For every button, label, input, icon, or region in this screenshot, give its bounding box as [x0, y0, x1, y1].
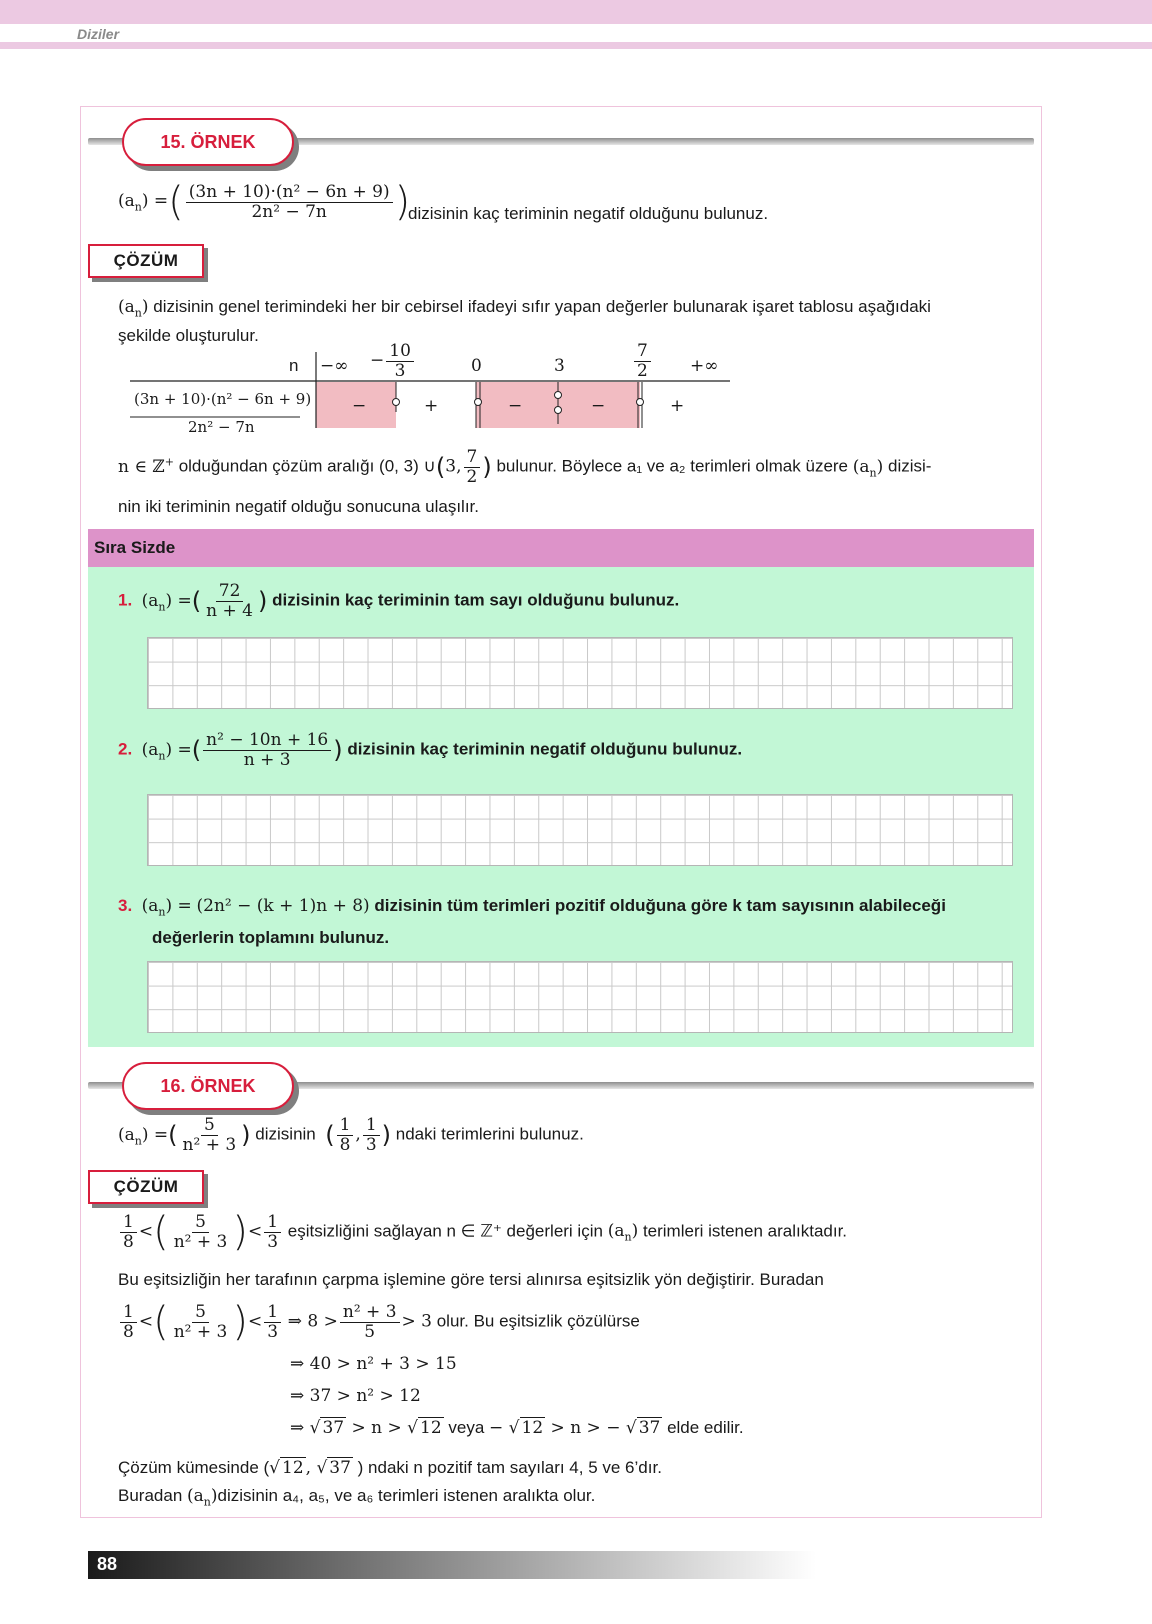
answer-grid-2[interactable]: [147, 794, 1013, 866]
conclusion-line2: nin iki teriminin negatif olduğu sonucuna ulaşılır.: [118, 497, 479, 516]
table-variable: n: [289, 356, 299, 375]
header-line: [0, 42, 1152, 49]
chapter-title: Diziler: [77, 26, 120, 42]
practice-header: Sıra Sizde: [88, 529, 1034, 567]
final-line2: Buradan $(a_n)dizisinin$ a₄, a₅, ve a₆ terimleri istenen aralıkta olur.: [118, 1486, 596, 1509]
open-point-10-3: [393, 399, 400, 406]
example15-expression: $(a_n)$ =( $\frac{\text{(3n + 10)·(n² − 6n + 9)}}{\text{2n² − 7n}}$ ): [118, 179, 411, 225]
open-point-3b: [555, 407, 562, 414]
solution16-step3: ⇒ √ 37 > n > √ 12 veya − √ 12 > n > − √ 37 elde edilir.: [290, 1418, 744, 1438]
solution16-line2: Bu eşitsizliğin her tarafının çarpma işlemine göre tersi alınırsa eşitsizlik yön değiştirir. Buradan: [118, 1270, 824, 1289]
sign-3: −: [508, 396, 523, 416]
table-crit-0: 0: [471, 356, 482, 376]
table-crit-3: 3: [554, 356, 565, 376]
answer-grid-3[interactable]: [147, 961, 1013, 1033]
page-number: 88: [97, 1554, 118, 1574]
open-point-3a: [555, 392, 562, 399]
table-row-denominator: 2n² − 7n: [188, 418, 255, 436]
example-title: 15. ÖRNEK: [122, 118, 294, 166]
table-crit-neg-ten-thirds: − $\frac{10}{3}$: [370, 342, 416, 380]
sign-5: +: [670, 396, 685, 416]
open-point-0: [475, 399, 482, 406]
practice-item-2: 2. $(a_n)$ =( $\frac{\text{n² − 10n + 16}}{n + 3}$ ) dizisinin kaç teriminin negatif olduğunu bulunuz.: [118, 730, 743, 770]
solution16-step1: ⇒ 40 > n² + 3 > 15: [290, 1354, 457, 1374]
solution16-line1: $\frac{1}{8}$ <( $\frac{5}{\text{n² + 3}}$ )< $\frac{1}{3}$ eşitsizliğini sağlayan n ∈ ℤ⁺ değerleri için $(a_n)$ terimleri istenen aralıktadır.: [118, 1212, 847, 1252]
header-band: [0, 0, 1152, 24]
sign-4: −: [591, 396, 606, 416]
table-neg-inf: −∞: [320, 356, 349, 376]
practice-item-1: 1. $(a_n)$ =( $\frac{72}{n + 4}$ ) dizisinin kaç teriminin tam sayı olduğunu bulunuz.: [118, 581, 680, 621]
sign-2: +: [424, 396, 439, 416]
solution16-label: ÇÖZÜM: [88, 1170, 204, 1204]
example16-expression: $(a_n)$ =( $\frac{5}{\text{n² + 3}}$ ) dizisinin ( $\frac{1}{8}$ , $\frac{1}{3}$ ) ndaki terimlerini bulunuz.: [118, 1115, 584, 1155]
table-crit-seven-halves: $\frac{7}{2}$: [632, 342, 653, 380]
solution-text-line2: şekilde oluşturulur.: [118, 326, 259, 345]
open-point-7-2: [637, 399, 644, 406]
practice-item-3-line2: değerlerin toplamını bulunuz.: [152, 928, 390, 947]
table-pos-inf: +∞: [690, 356, 719, 376]
solution16-step2: ⇒ 37 > n² > 12: [290, 1386, 421, 1406]
solution16-line3: $\frac{1}{8}$ <( $\frac{5}{\text{n² + 3}}$ )< $\frac{1}{3}$ ⇒ 8 > $\frac{\text{n² + 3}}{5}$ > 3 olur. Bu eşitsizlik çözülürse: [118, 1302, 640, 1342]
solution-label: ÇÖZÜM: [88, 244, 204, 278]
final-line1: Çözüm kümesinde (√ 12 , √ 37 ) ndaki n pozitif tam sayıları 4, 5 ve 6’dır.: [118, 1458, 662, 1478]
footer-bar: [88, 1551, 816, 1579]
conclusion-line1: n ∈ ℤ+ olduğundan çözüm aralığı (0, 3) ∪(3, $\frac{7}{2}$ ) bulunur. Böylece a₁ ve a₂ terimleri olmak üzere $(a_n)$ dizisi-: [118, 447, 932, 487]
sign-1: −: [352, 396, 367, 416]
practice-item-3: 3. $(a_n) = (2n^2 - (k + 1)n + 8)$ dizisinin tüm terimleri pozitif olduğuna göre k tam sayısının alabileceği: [118, 896, 946, 919]
example16-title: 16. ÖRNEK: [122, 1062, 294, 1110]
table-row-numerator: (3n + 10)·(n² − 6n + 9): [134, 390, 312, 408]
solution-text-line1: $(a_n)$ dizisinin genel terimindeki her bir cebirsel ifadeyi sıfır yapan değerler bulunarak işaret tablosu aşağıdaki: [118, 297, 931, 320]
example15-question: dizisinin kaç teriminin negatif olduğunu bulunuz.: [408, 204, 769, 223]
answer-grid-1[interactable]: [147, 637, 1013, 709]
